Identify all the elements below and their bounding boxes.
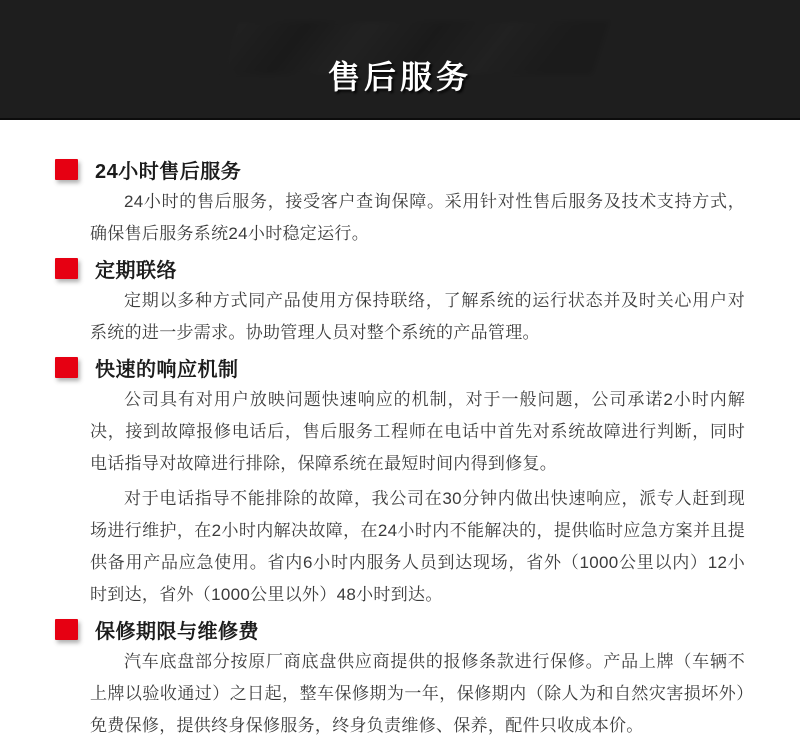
page-title: 售后服务 [327, 59, 472, 95]
section-paragraph: 公司具有对用户放映问题快速响应的机制，对于一般问题，公司承诺2小时内解决，接到故障报修电话后，售后服务工程师在电话中首先对系统故障进行判断，同时电话指导对故障进行排除，保障系统在最短时间内得到修复。 [90, 390, 745, 473]
section-24h-service [55, 156, 745, 250]
section-heading: 保修期限与维修费 [95, 620, 259, 643]
section-paragraph: 24小时的售后服务，接受客户查询保障。采用针对性售后服务及技术支持方式，确保售后服务系统24小时稳定运行。 [90, 192, 745, 243]
red-square-bullet-icon [55, 357, 78, 378]
section-paragraph: 汽车底盘部分按原厂商底盘供应商提供的报修条款进行保修。产品上牌（车辆不上牌以验收通过）之日起，整车保修期为一年，保修期内（除人为和自然灾害损坏外）免费保修，提供终身保修服务，终身负责维修、保养，配件只收成本价。 [90, 652, 745, 735]
content-area [0, 120, 800, 741]
page-header-banner [0, 0, 800, 120]
red-square-bullet-icon [55, 619, 78, 640]
red-square-bullet-icon [55, 258, 78, 279]
section-paragraph: 定期以多种方式同产品使用方保持联络，了解系统的运行状态并及时关心用户对系统的进一步需求。协助管理人员对整个系统的产品管理。 [90, 291, 745, 342]
red-square-bullet-icon [55, 159, 78, 180]
section-regular-contact [55, 255, 745, 349]
section-header [55, 354, 745, 380]
section-paragraph: 对于电话指导不能排除的故障，我公司在30分钟内做出快速响应，派专人赶到现场进行维护，在2小时内解决故障，在24小时内不能解决的，提供临时应急方案并且提供备用产品应急使用。省内6小时内服务人员到达现场，省外（1000公里以内）12小时到达，省外（1000公里以外）48小时到达。 [90, 489, 745, 604]
section-warranty-fees [55, 616, 745, 741]
section-heading: 定期联络 [95, 259, 177, 282]
section-header [55, 616, 745, 642]
section-header [55, 156, 745, 182]
section-header [55, 255, 745, 281]
section-heading: 快速的响应机制 [95, 358, 239, 381]
section-heading: 24小时售后服务 [95, 160, 242, 183]
section-rapid-response [55, 354, 745, 611]
